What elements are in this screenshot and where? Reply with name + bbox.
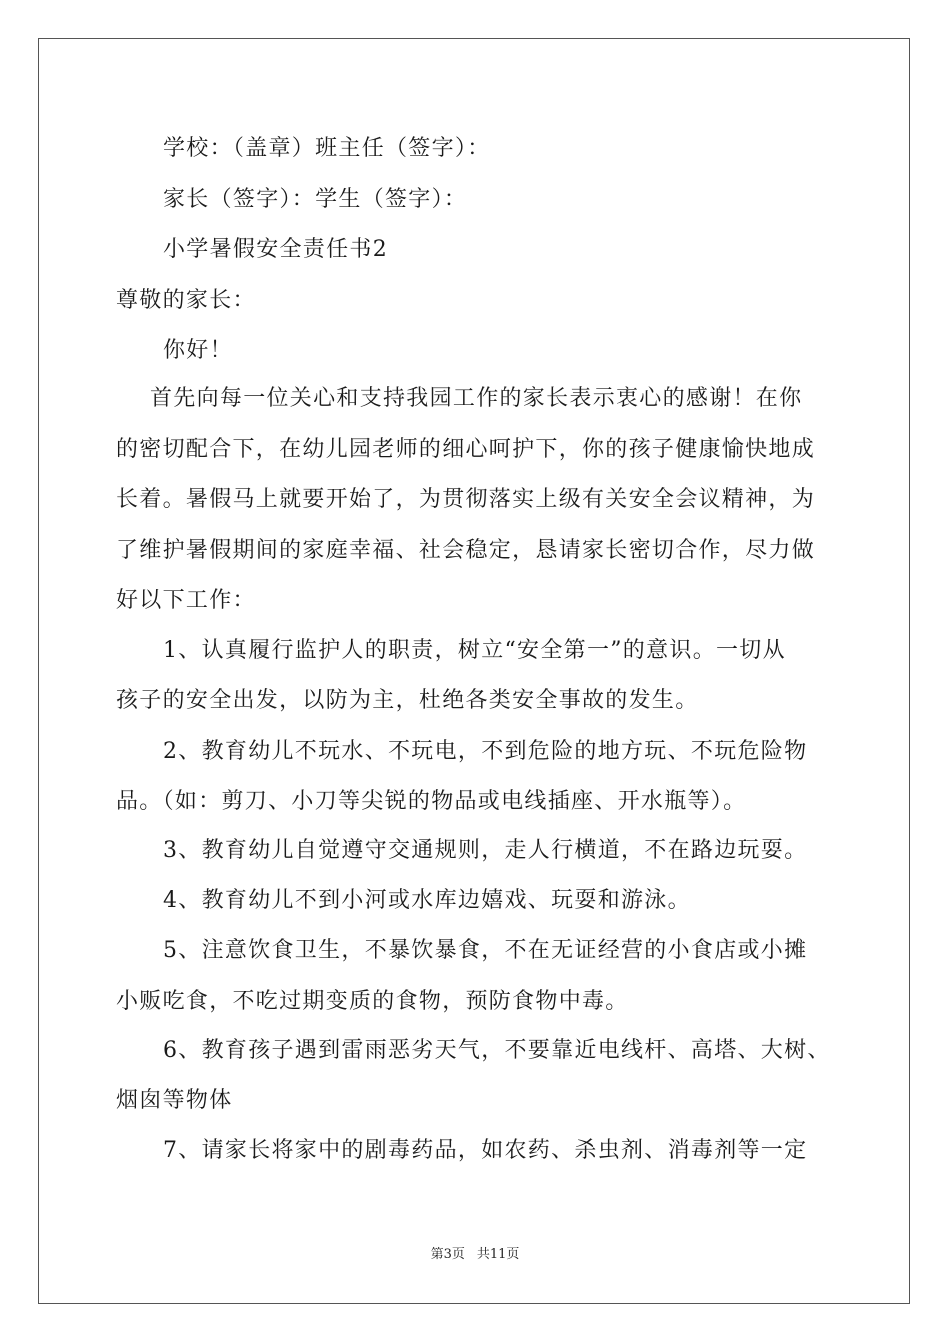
parent-signature-line: 家长（签字）：学生（签字）： xyxy=(163,187,468,212)
page-number: 第3页 xyxy=(430,1247,465,1262)
list-item-3: 3、教育幼儿自觉遵守交通规则，走人行横道，不在路边玩耍。 xyxy=(163,838,808,863)
document-title: 小学暑假安全责任书2 xyxy=(163,237,388,262)
greeting: 你好！ xyxy=(163,338,233,363)
paragraph-line: 首先向每一位关心和支持我园工作的家长表示衷心的感谢！在你 xyxy=(150,386,803,411)
list-item-6-cont: 烟囱等物体 xyxy=(116,1088,233,1113)
paragraph-line: 好以下工作： xyxy=(116,588,256,613)
list-item-5: 5、注意饮食卫生，不暴饮暴食，不在无证经营的小食店或小摊 xyxy=(163,938,808,963)
list-item-5-cont: 小贩吃食，不吃过期变质的食物，预防食物中毒。 xyxy=(116,989,629,1014)
list-item-7: 7、请家长将家中的剧毒药品，如农药、杀虫剂、消毒剂等一定 xyxy=(163,1138,808,1163)
paragraph-line: 长着。暑假马上就要开始了，为贯彻落实上级有关安全会议精神，为 xyxy=(116,487,816,512)
list-item-1: 1、认真履行监护人的职责，树立“安全第一”的意识。一切从 xyxy=(163,638,786,663)
list-item-2-cont: 品。（如：剪刀、小刀等尖锐的物品或电线插座、开水瓶等）。 xyxy=(116,789,747,814)
list-item-1-cont: 孩子的安全出发，以防为主，杜绝各类安全事故的发生。 xyxy=(116,688,699,713)
page-total: 共11页 xyxy=(476,1247,520,1262)
page-footer xyxy=(0,1246,950,1264)
paragraph-line: 了维护暑假期间的家庭幸福、社会稳定，恳请家长密切合作，尽力做 xyxy=(116,538,816,563)
school-signature-line: 学校：（盖章）班主任（签字）： xyxy=(163,136,491,161)
salutation: 尊敬的家长： xyxy=(116,288,256,313)
list-item-6: 6、教育孩子遇到雷雨恶劣天气，不要靠近电线杆、高塔、大树、 xyxy=(163,1038,831,1063)
list-item-4: 4、教育幼儿不到小河或水库边嬉戏、玩耍和游泳。 xyxy=(163,888,691,913)
list-item-2: 2、教育幼儿不玩水、不玩电，不到危险的地方玩、不玩危险物 xyxy=(163,739,808,764)
paragraph-line: 的密切配合下，在幼儿园老师的细心呵护下，你的孩子健康愉快地成 xyxy=(116,437,816,462)
